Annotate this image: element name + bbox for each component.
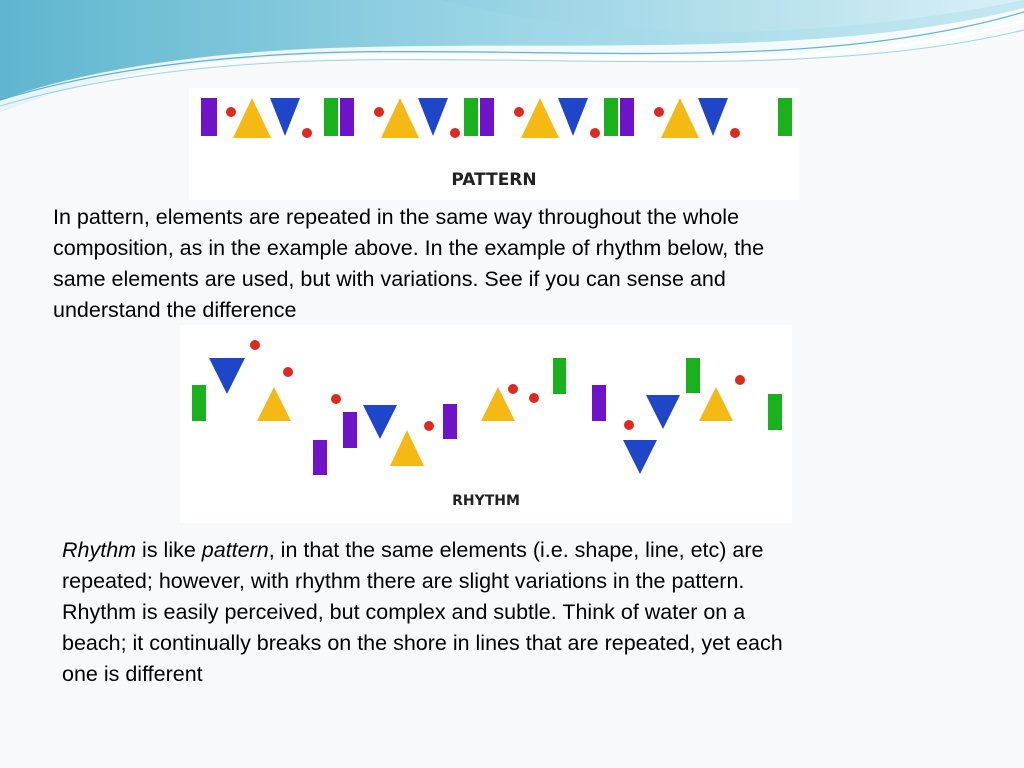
- green-bar-shape: [553, 358, 566, 394]
- purple-bar-shape: [592, 385, 606, 421]
- red-dot-shape: [302, 128, 312, 138]
- purple-bar-shape: [313, 440, 327, 475]
- green-bar-shape: [686, 358, 700, 393]
- purple-bar-shape: [480, 98, 494, 136]
- blue-triangle-shape: [646, 395, 680, 429]
- rhythm-figure: [180, 325, 792, 523]
- purple-bar-shape: [201, 98, 217, 136]
- blue-triangle-shape: [209, 358, 245, 394]
- blue-triangle-shape: [623, 440, 657, 474]
- red-dot-shape: [331, 394, 341, 404]
- paragraph-text: , in that the same elements (i.e. shape, line, etc) are: [268, 538, 764, 562]
- yellow-triangle-shape: [661, 98, 699, 138]
- green-bar-shape: [604, 98, 618, 136]
- purple-bar-shape: [340, 98, 354, 136]
- paragraph-line: Rhythm is easily perceived, but complex and subtle. Think of water on a: [62, 600, 746, 624]
- green-bar-shape: [192, 385, 206, 421]
- purple-bar-shape: [443, 404, 457, 439]
- paragraph-line: understand the difference: [53, 298, 297, 322]
- red-dot-shape: [730, 128, 740, 138]
- pattern-figure: [189, 88, 799, 200]
- yellow-triangle-shape: [257, 387, 291, 421]
- red-dot-shape: [424, 421, 434, 431]
- rhythm-caption: RHYTHM: [452, 493, 520, 509]
- rhythm-shapes: [180, 325, 792, 485]
- paragraph-line: In pattern, elements are repeated in the same way throughout the whole: [53, 205, 740, 229]
- paragraph-line: repeated; however, with rhythm there are slight variations in the pattern.: [62, 569, 745, 593]
- paragraph-line: one is different: [62, 662, 203, 686]
- blue-triangle-shape: [363, 405, 397, 439]
- red-dot-shape: [450, 128, 460, 138]
- red-dot-shape: [735, 375, 745, 385]
- purple-bar-shape: [343, 412, 357, 448]
- paragraph-line: [62, 535, 962, 566]
- purple-bar-shape: [620, 98, 634, 136]
- paragraph-text: is like: [136, 538, 202, 562]
- pattern-explanation-paragraph: [53, 202, 953, 326]
- pattern-term: pattern: [201, 538, 269, 562]
- green-bar-shape: [324, 98, 338, 136]
- blue-triangle-shape: [558, 98, 588, 136]
- red-dot-shape: [624, 420, 634, 430]
- red-dot-shape: [283, 367, 293, 377]
- red-dot-shape: [508, 384, 518, 394]
- red-dot-shape: [590, 128, 600, 138]
- green-bar-shape: [778, 98, 792, 136]
- red-dot-shape: [374, 107, 384, 117]
- green-bar-shape: [768, 394, 782, 430]
- pattern-shapes: [189, 88, 799, 168]
- pattern-caption: PATTERN: [451, 170, 537, 190]
- yellow-triangle-shape: [521, 98, 559, 138]
- yellow-triangle-shape: [233, 98, 271, 138]
- yellow-triangle-shape: [699, 387, 733, 421]
- red-dot-shape: [514, 107, 524, 117]
- blue-triangle-shape: [270, 98, 300, 136]
- red-dot-shape: [250, 340, 260, 350]
- blue-triangle-shape: [418, 98, 448, 136]
- green-bar-shape: [464, 98, 478, 136]
- paragraph-line: beach; it continually breaks on the shore in lines that are repeated, yet each: [62, 631, 783, 655]
- red-dot-shape: [654, 107, 664, 117]
- red-dot-shape: [529, 393, 539, 403]
- yellow-triangle-shape: [381, 98, 419, 138]
- rhythm-term: Rhythm: [62, 538, 137, 562]
- blue-triangle-shape: [698, 98, 728, 136]
- rhythm-explanation-paragraph: [62, 535, 962, 690]
- yellow-triangle-shape: [390, 430, 424, 466]
- red-dot-shape: [226, 107, 236, 117]
- paragraph-line: composition, as in the example above. In the example of rhythm below, the: [53, 236, 765, 260]
- paragraph-line: same elements are used, but with variations. See if you can sense and: [53, 267, 726, 291]
